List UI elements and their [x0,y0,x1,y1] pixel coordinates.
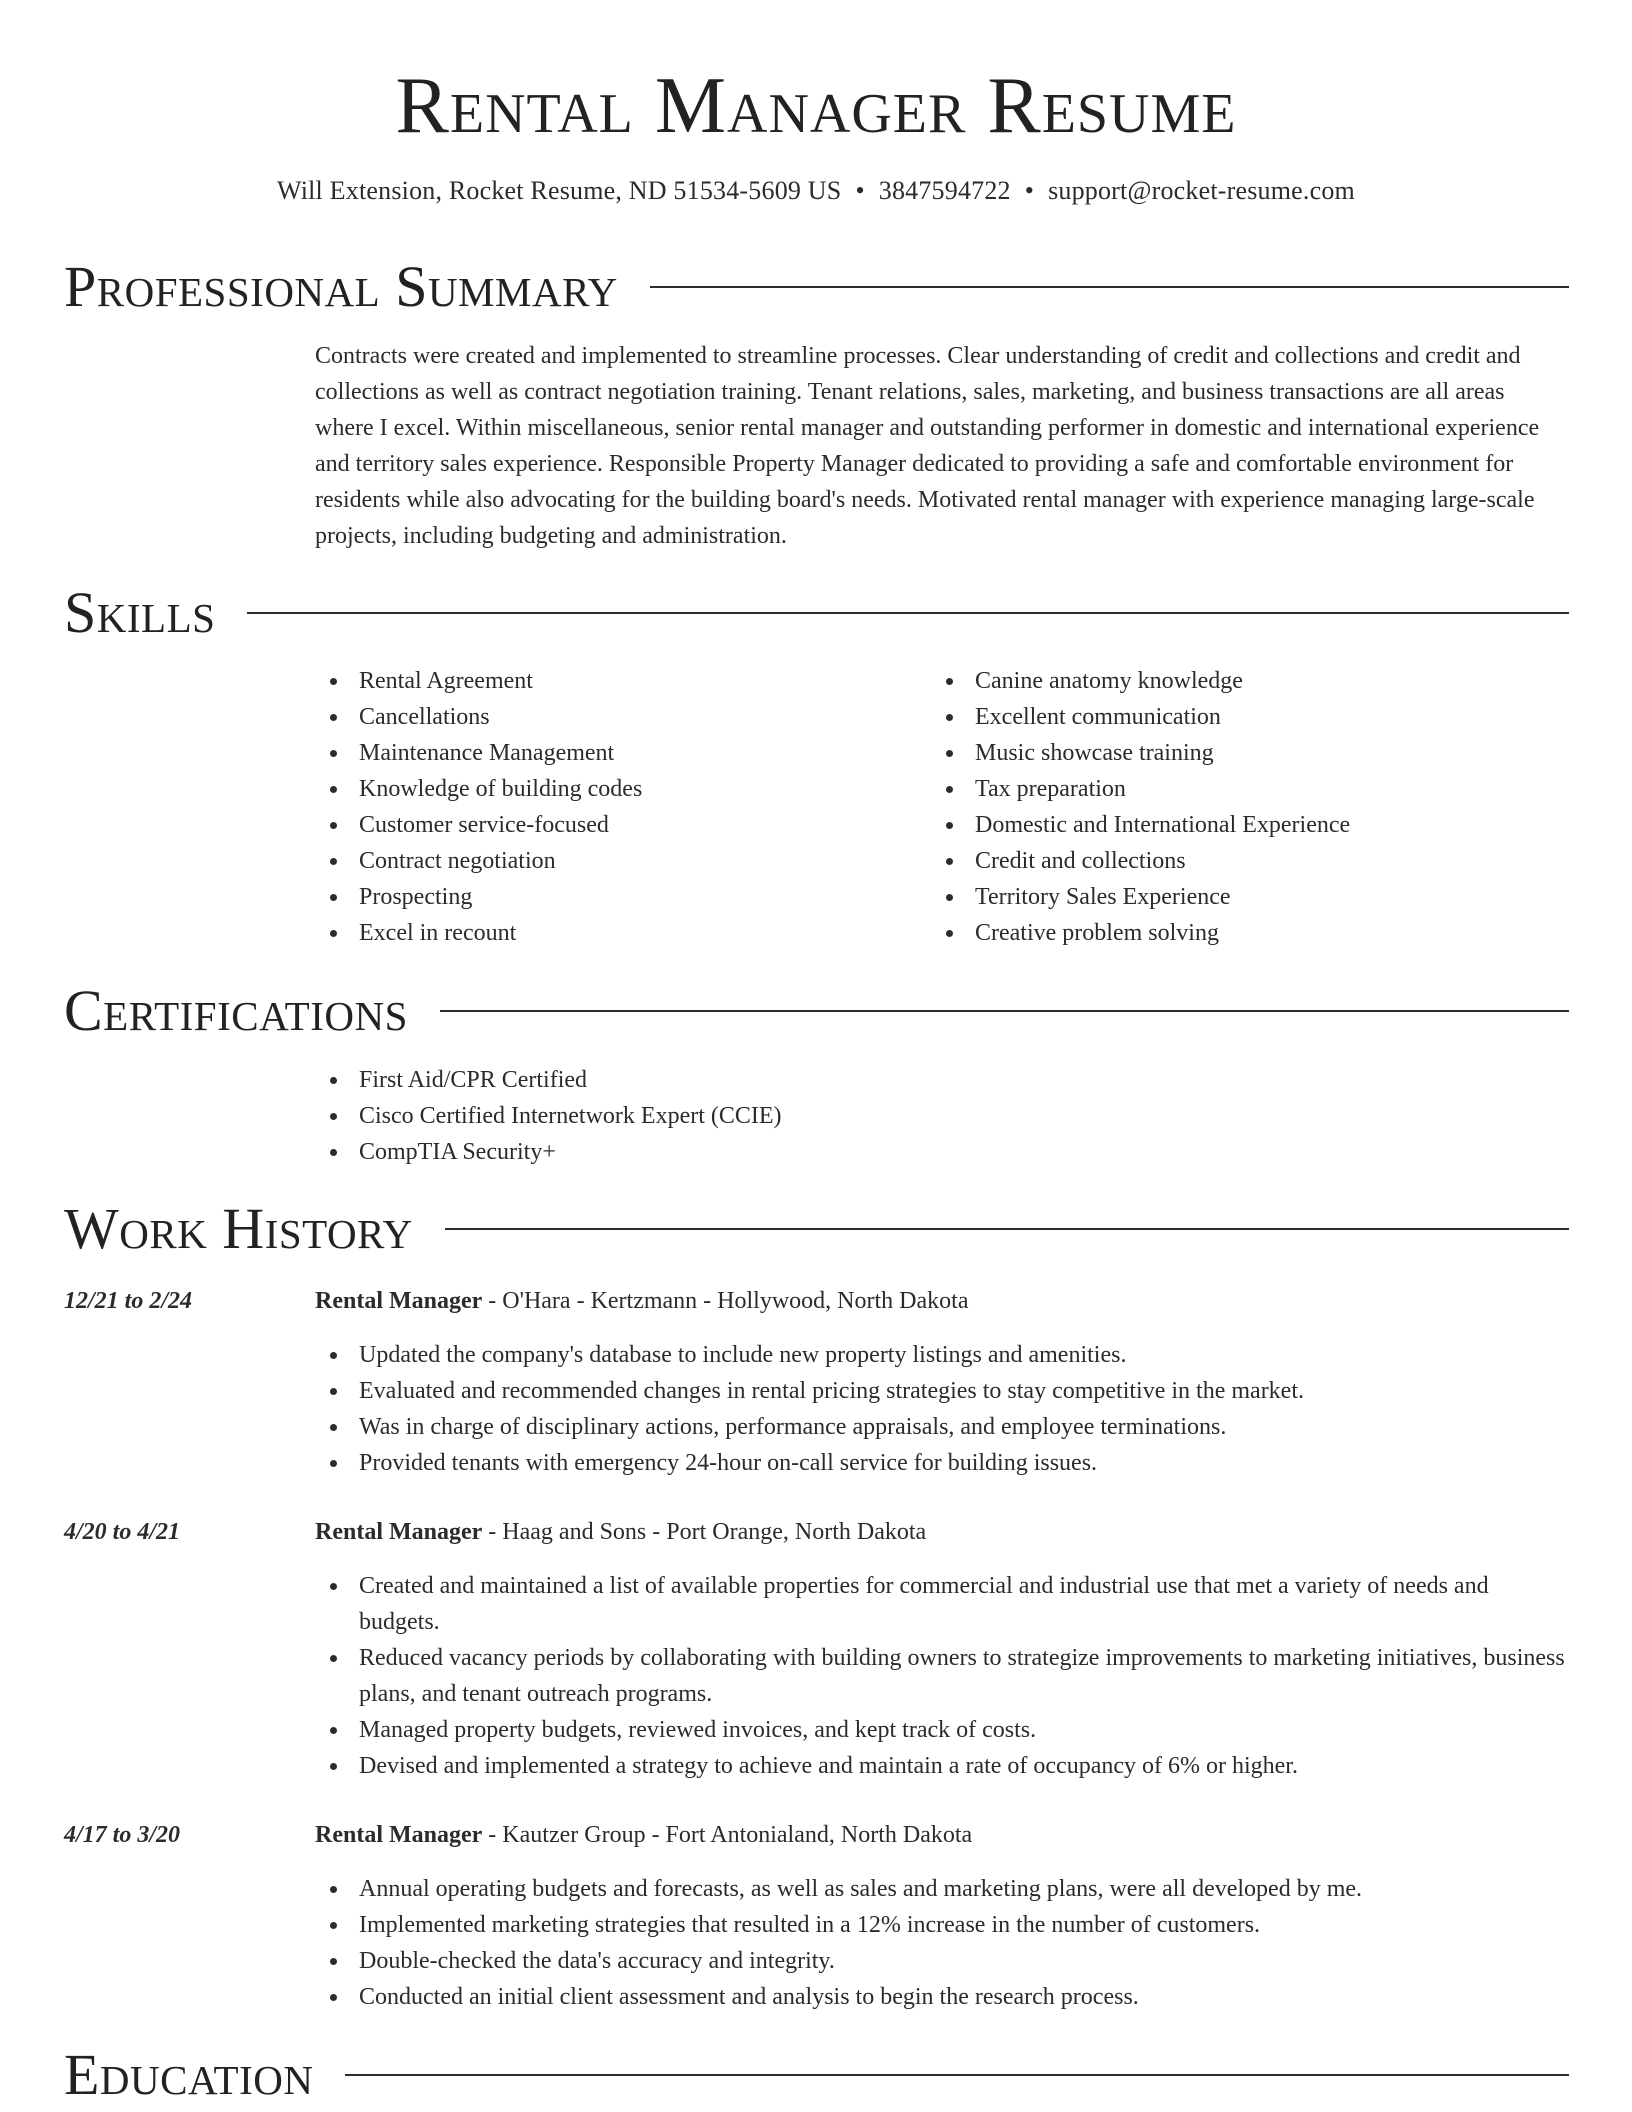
job-bullet: Implemented marketing strategies that resulted in a 12% increase in the number of customers. [315,1907,1565,1943]
job-role: Rental Manager [315,1519,483,1545]
skill-item: Maintenance Management [315,735,915,771]
skill-item: Prospecting [315,879,915,915]
job-dates: 12/21 to 2/24 [64,1288,193,1314]
skill-item: Knowledge of building codes [315,771,915,807]
section-divider [247,612,1569,614]
certification-item: First Aid/CPR Certified [315,1062,1565,1098]
section-header-summary [64,254,1569,320]
contact-address: Will Extension, Rocket Resume, ND 51534-5609 US [277,176,842,205]
skills-list-right [931,663,1571,951]
section-divider [650,286,1569,288]
contact-separator: • [855,176,865,205]
certification-item: Cisco Certified Internetwork Expert (CCIE) [315,1098,1565,1134]
job-bullet: Managed property budgets, reviewed invoices, and kept track of costs. [315,1712,1565,1748]
skill-item: Tax preparation [931,771,1571,807]
skill-item: Cancellations [315,699,915,735]
skill-item: Domestic and International Experience [931,807,1571,843]
summary-text: Contracts were created and implemented to streamline processes. Clear understanding of credit and collections and credit and collections as well as contract negotiation training. Tenant relations, sales, marketing, and business transactions are all areas where I excel. Within miscellaneous, senior rental manager and outstanding performer in domestic and international experience and territory sales experience. Responsible Property Manager dedicated to providing a safe and comfortable environment for residents while also advocating for the building board's needs. Motivated rental manager with experience managing large-scale projects, including budgeting and administration. [315,343,1540,549]
job-title-line [315,1283,968,1319]
job-bullet: Created and maintained a list of available properties for commercial and industrial use that met a variety of needs and budgets. [315,1568,1565,1640]
section-divider [440,1010,1569,1012]
job-dates: 4/20 to 4/21 [64,1519,181,1545]
job-bullet: Updated the company's database to include new property listings and amenities. [315,1337,1565,1373]
job-details: - Kautzer Group - Fort Antonialand, North Dakota [482,1822,973,1848]
job-role: Rental Manager [315,1822,483,1848]
skill-item: Canine anatomy knowledge [931,663,1571,699]
skill-item: Rental Agreement [315,663,915,699]
job-bullet: Devised and implemented a strategy to achieve and maintain a rate of occupancy of 6% or higher. [315,1748,1565,1784]
job-dates: 4/17 to 3/20 [64,1822,181,1848]
skill-item: Music showcase training [931,735,1571,771]
job-bullets [315,1871,1565,2015]
skill-item: Excellent communication [931,699,1571,735]
skill-item: Creative problem solving [931,915,1571,951]
skill-item: Contract negotiation [315,843,915,879]
job-title-line [315,1817,972,1853]
certifications-list [315,1062,1565,1170]
job-title-line [315,1514,926,1550]
job-bullets [315,1337,1565,1481]
section-divider [345,2074,1569,2076]
certification-item: CompTIA Security+ [315,1134,1565,1170]
job-role: Rental Manager [315,1288,483,1314]
skill-item: Excel in recount [315,915,915,951]
section-divider [445,1228,1569,1230]
skills-list-left [315,663,915,951]
resume-title: Rental Manager Resume [395,62,1237,150]
section-title-skills: Skills [64,580,216,645]
section-header-certifications [64,978,1569,1044]
contact-separator: • [1024,176,1035,205]
contact-phone: 3847594722 [878,176,1011,205]
job-bullet: Conducted an initial client assessment and analysis to begin the research process. [315,1979,1565,2015]
skill-item: Credit and collections [931,843,1571,879]
job-bullet: Double-checked the data's accuracy and integrity. [315,1943,1565,1979]
section-title-certifications: Certifications [64,978,408,1043]
section-header-skills [64,580,1569,646]
job-bullet: Annual operating budgets and forecasts, as well as sales and marketing plans, were all developed by me. [315,1871,1565,1907]
skill-item: Territory Sales Experience [931,879,1571,915]
section-title-work-history: Work History [64,1196,413,1261]
job-bullet: Evaluated and recommended changes in rental pricing strategies to stay competitive in the market. [315,1373,1565,1409]
job-details: - Haag and Sons - Port Orange, North Dakota [482,1519,927,1545]
section-title-education: Education [64,2042,314,2107]
section-header-work-history [64,1196,1569,1262]
job-bullet: Was in charge of disciplinary actions, performance appraisals, and employee terminations. [315,1409,1565,1445]
section-title-summary: Professional Summary [64,254,618,319]
section-header-education [64,2042,1569,2108]
job-bullet: Provided tenants with emergency 24-hour on-call service for building issues. [315,1445,1565,1481]
job-details: - O'Hara - Kertzmann - Hollywood, North Dakota [482,1288,969,1314]
contact-email: support@rocket-resume.com [1048,176,1355,205]
contact-line [0,174,1632,208]
job-bullet: Reduced vacancy periods by collaborating with building owners to strategize improvements to marketing initiatives, business plans, and tenant outreach programs. [315,1640,1565,1712]
job-bullets [315,1568,1565,1784]
skill-item: Customer service-focused [315,807,915,843]
